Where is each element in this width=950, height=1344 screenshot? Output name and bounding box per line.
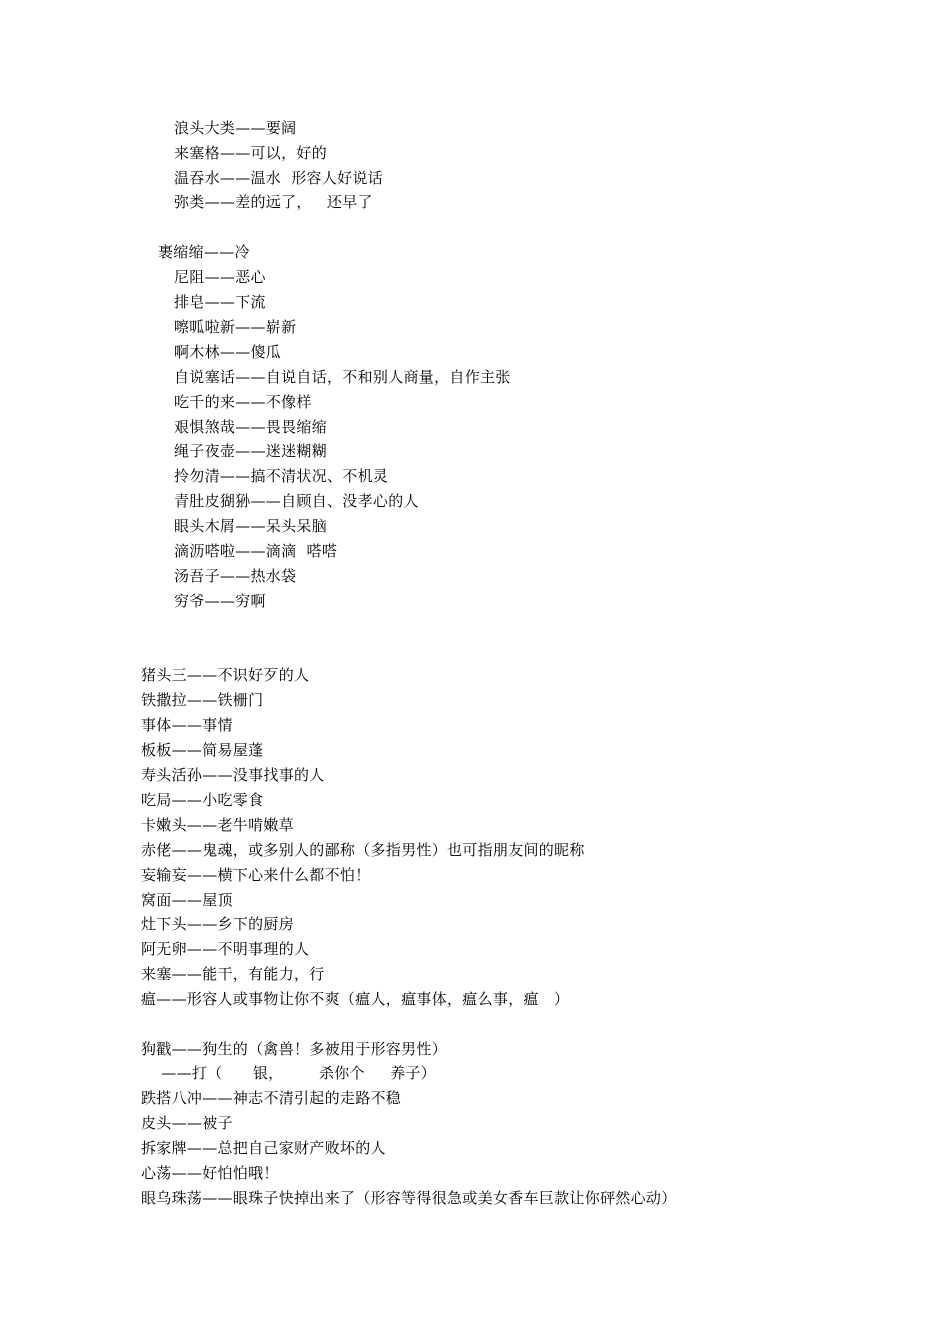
text-line: 吃千的来——不像样 xyxy=(174,393,312,411)
text-line: 妄输妄——横下心来什么都不怕！ xyxy=(141,866,371,884)
text-line: 啊木林——傻瓜 xyxy=(174,343,282,361)
text-line-heading: 裹缩缩——冷 xyxy=(158,243,250,261)
text-line: 艰惧煞哉——畏畏缩缩 xyxy=(174,418,328,436)
text-line: 猪头三——不识好歹的人 xyxy=(141,666,310,684)
text-line: 跌搭八冲——神志不清引起的走路不稳 xyxy=(141,1089,402,1107)
text-line: 弥类——差的远了， 还早了 xyxy=(174,193,373,211)
text-line: 狗戳——狗生的（禽兽！多被用于形容男性） xyxy=(141,1040,448,1058)
text-line: 绳子夜壶——迷迷糊糊 xyxy=(174,442,328,460)
text-line: 皮头——被子 xyxy=(141,1114,233,1132)
text-line: 拆家牌——总把自己家财产败坏的人 xyxy=(141,1139,386,1157)
text-line: 心荡——好怕怕哦！ xyxy=(141,1164,279,1182)
text-line: 尼阻——恶心 xyxy=(174,268,266,286)
text-line: 穷爷——穷啊 xyxy=(174,592,266,610)
text-line: 眼头木屑——呆头呆脑 xyxy=(174,517,328,535)
text-line: 事体——事情 xyxy=(141,716,233,734)
text-line: 汤吾子——热水袋 xyxy=(174,567,297,585)
text-line: 吃局——小吃零食 xyxy=(141,791,264,809)
text-line: ——打（ 银， 杀你个 养子） xyxy=(141,1064,437,1082)
text-line: 来塞格——可以，好的 xyxy=(174,144,328,162)
text-line: 卡嫩头——老牛啃嫩草 xyxy=(141,816,295,834)
text-line: 板板——简易屋蓬 xyxy=(141,741,264,759)
text-line: 灶下头——乡下的厨房 xyxy=(141,915,295,933)
text-line: 赤佬——鬼魂，或多别人的鄙称（多指男性）也可指朋友间的昵称 xyxy=(141,841,585,859)
text-line: 滴沥嗒啦——滴滴 嗒嗒 xyxy=(174,542,338,560)
text-line: 寿头活孙——没事找事的人 xyxy=(141,766,325,784)
text-line: 瘟——形容人或事物让你不爽（瘟人，瘟事体，瘟么事，瘟 ） xyxy=(141,990,570,1008)
text-line: 排皂——下流 xyxy=(174,293,266,311)
text-line: 窝面——屋顶 xyxy=(141,891,233,909)
text-line: 青肚皮猢狲——自顾自、没孝心的人 xyxy=(174,492,419,510)
text-line: 铁撒拉——铁栅门 xyxy=(141,691,264,709)
text-line: 拎勿清——搞不清状况、不机灵 xyxy=(174,467,389,485)
text-line: 嚓呱啦新——崭新 xyxy=(174,318,297,336)
text-line: 眼乌珠荡——眼珠子快掉出来了（形容等得很急或美女香车巨款让你砰然心动） xyxy=(141,1189,677,1207)
text-line: 阿无卵——不明事理的人 xyxy=(141,940,310,958)
text-line: 浪头大类——要阔 xyxy=(174,119,297,137)
text-line: 来塞——能干，有能力，行 xyxy=(141,965,325,983)
text-line: 温吞水——温水 形容人好说话 xyxy=(174,169,384,187)
text-line: 自说塞话——自说自话，不和别人商量，自作主张 xyxy=(174,368,511,386)
